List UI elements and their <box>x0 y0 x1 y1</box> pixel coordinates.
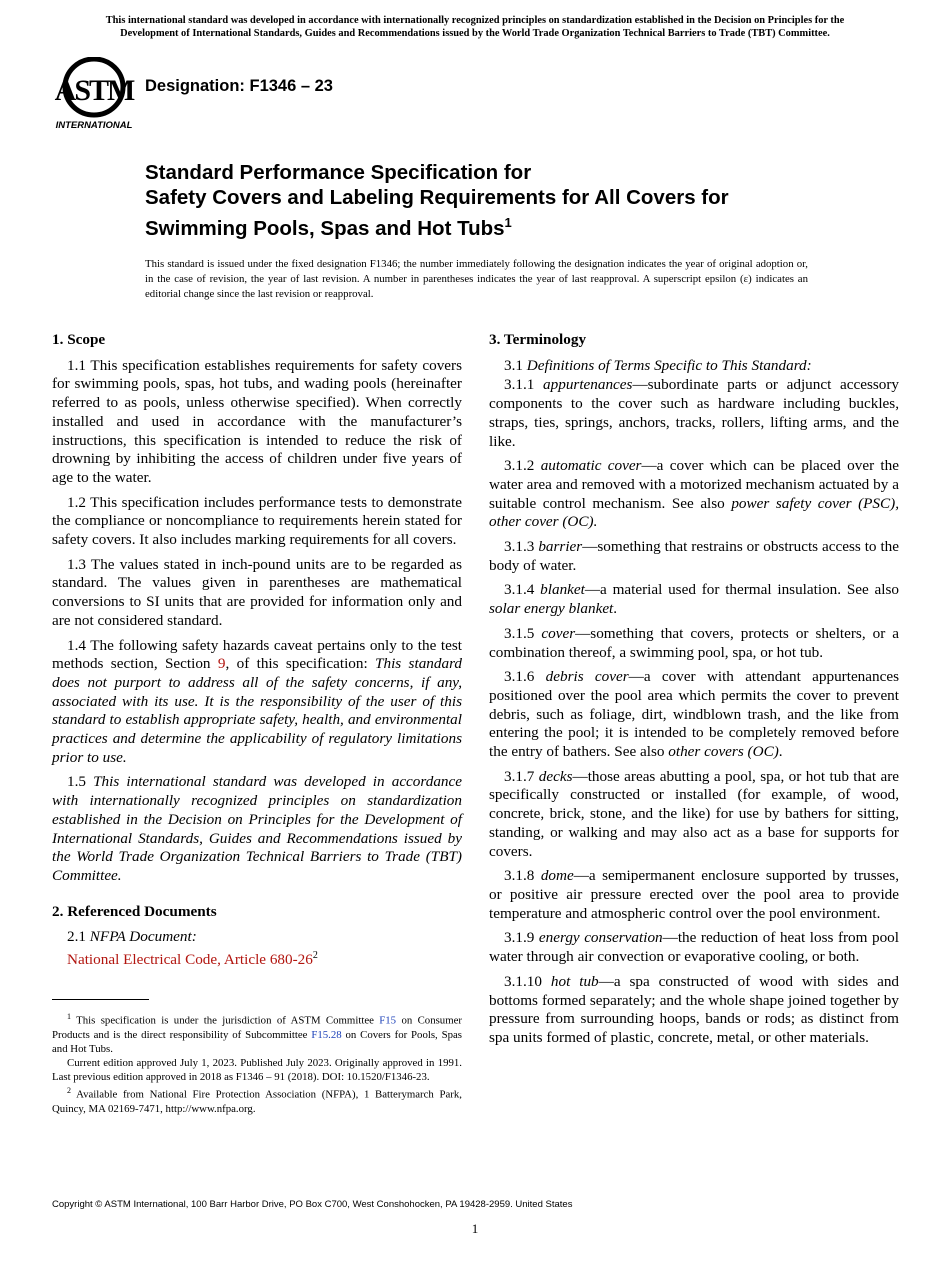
term-number: 3.1.5 <box>504 624 542 642</box>
term-number: 3.1.4 <box>504 581 541 599</box>
term-name: barrier <box>538 538 583 556</box>
page-number: 1 <box>471 1221 479 1236</box>
term-automatic-cover <box>489 457 899 532</box>
footnote-1-text-c: on Covers for Pools, Spas and Hot Tubs. <box>52 1028 463 1055</box>
para-1-4-text-b: , of this specification: <box>225 655 376 673</box>
term-definition: —a material used for thermal insulation. See also <box>584 581 899 599</box>
para-2-1 <box>52 928 462 947</box>
para-1-5 <box>52 773 462 885</box>
term-number: 3.1.7 <box>504 767 539 785</box>
para-1-4 <box>52 637 462 768</box>
para-1-3: 1.3 The values stated in inch-pound units are to be regarded as standard. The values given in parentheses are mathematical conversions to SI units that are provided for information only and are not considered standard. <box>52 555 462 629</box>
term-name: cover <box>541 624 576 642</box>
designation: Designation: F1346 – 23 <box>145 77 333 95</box>
para-3-1 <box>489 357 899 376</box>
title-footnote-ref: 1 <box>504 215 512 230</box>
term-definition: —a cover which can be placed over the water area and removed with a motorized mechanism actuated by a suitable control mechanism. See also <box>489 457 899 512</box>
term-definition: —something that restrains or obstructs access to the body of water. <box>489 538 900 574</box>
term-number: 3.1.6 <box>504 668 546 686</box>
reference-footnote-ref: 2 <box>312 950 318 962</box>
para-1-1: 1.1 This specification establishes requirements for safety covers for swimming pools, spas, hot tubs, and wading pools (hereinafter referred to as pools, unless otherwise specified). When correctly installed and used in accordance with the manufacturer’s instructions, this specification is intended to reduce the risk of drowning by inhibiting the access of children under five years of age to the water. <box>52 356 462 486</box>
title-line-3: Swimming Pools, Spas and Hot Tubs <box>145 216 505 240</box>
footnote-1-marker: 1 <box>67 1011 71 1021</box>
term-decks <box>489 768 899 862</box>
term-end: . <box>613 600 618 618</box>
title-line-1: Standard Performance Specification for <box>145 161 532 184</box>
reference-item <box>52 947 462 970</box>
term-cover <box>489 625 899 662</box>
wto-notice <box>30 15 920 40</box>
section-3-heading: 3. Terminology <box>489 331 587 348</box>
term-name: energy conservation <box>538 929 663 947</box>
copyright-footer: Copyright © ASTM International, 100 Barr Harbor Drive, PO Box C700, West Conshohocken, PA 19428-2959. United States <box>52 1199 573 1210</box>
notice-line-1: This international standard was developed in accordance with internationally recognized principles on standardization established in the Decision on Principles for the <box>105 15 845 26</box>
term-debris-cover <box>489 668 899 762</box>
term-definition: —a semipermanent enclosure supported by trusses, or positive air pressure erected over the pool area to provide temperature and atmospheric control over the pool environment. <box>489 867 900 922</box>
term-hot-tub <box>489 973 899 1048</box>
para-1-4-text: 1.4 The following safety hazards caveat pertains only to the test methods section, Section <box>52 636 462 673</box>
subcommittee-f15-28-link[interactable]: F15.28 <box>311 1028 342 1041</box>
footnote-2-text: Available from National Fire Protection Association (NFPA), 1 Batterymarch Park, Quincy, MA 02169-7471, http://www.nfpa.org. <box>52 1089 462 1116</box>
para-1-5-text: This international standard was developed in accordance with internationally recognized principles on standardization established in the Decision on Principles for the Development of International Standards, Guides and Recommendations issued by the World Trade Organization Technical Barriers to Trade (TBT) Committee. <box>52 773 463 884</box>
term-see-also: power safety cover (PSC), other cover (OC). <box>489 494 899 531</box>
section-9-link[interactable]: 9 <box>217 655 226 673</box>
term-number: 3.1.1 <box>504 376 544 394</box>
term-name: hot tub <box>550 972 599 990</box>
para-2-1-text: NFPA Document: <box>89 928 197 946</box>
term-dome <box>489 867 899 923</box>
nec-reference-link[interactable]: National Electrical Code, Article 680-26 <box>67 951 313 969</box>
term-name: debris cover <box>545 668 629 686</box>
term-number: 3.1.8 <box>504 867 541 885</box>
logo-subtext: INTERNATIONAL <box>55 120 133 131</box>
para-2-1-num: 2.1 <box>67 928 90 946</box>
term-number: 3.1.2 <box>504 457 541 475</box>
issued-note: This standard is issued under the fixed designation F1346; the number immediately following the designation indicates the year of original adoption or, in the case of revision, the year of last revision. A number in parentheses indicates the year of last reapproval. A superscript epsilon (ε) indicates an editorial change since the last revision or reapproval. <box>145 258 808 301</box>
term-name: blanket <box>540 581 585 599</box>
term-definition: —those areas abutting a pool, spa, or hot tub that are specifically constructed or installed (for example, of wood, concrete, brick, stone, and the like) for use by bathers for sitting, standing, or walking and may also act as a base for supports for covers. <box>489 767 900 860</box>
term-name: dome <box>540 867 574 885</box>
term-definition: —something that covers, protects or shelters, or a combination thereof, a swimming pool, spa, or hot tub. <box>489 624 900 661</box>
astm-logo <box>52 57 136 131</box>
footnote-2 <box>52 1084 462 1116</box>
footnote-divider <box>52 999 149 1000</box>
term-number: 3.1.3 <box>504 538 539 556</box>
document-title <box>145 160 905 241</box>
para-3-1-num: 3.1 <box>504 356 527 374</box>
footnote-1-edition: Current edition approved July 1, 2023. Published July 2023. Originally approved in 1991. Last previous edition approved in 2018 as F1346 – 91 (2018). DOI: 10.1520/F1346-23. <box>52 1057 462 1084</box>
term-name: decks <box>538 767 573 785</box>
para-1-2: 1.2 This specification includes performance tests to demonstrate the compliance or noncompliance to requirements herein stated for safety covers. It also includes marking requirements for all covers. <box>52 493 462 549</box>
astm-logo-mark <box>52 57 136 131</box>
term-barrier <box>489 538 899 575</box>
term-definition: —subordinate parts or adjunct accessory components to the cover such as hardware including buckles, straps, ties, springs, anchors, tracks, rollers, lifting arms, and the like. <box>489 376 900 450</box>
para-1-5-num: 1.5 <box>67 773 94 791</box>
term-appurtenances <box>489 376 899 451</box>
term-definition: —the reduction of heat loss from pool water through air convection or evaporative cooling, or both. <box>489 929 899 966</box>
footnote-1-text-b: on Consumer Products and is the direct responsibility of Subcommittee <box>52 1014 462 1041</box>
term-energy-conservation <box>489 929 899 966</box>
safety-caveat: This standard does not purport to address all of the safety concerns, if any, associated with its use. It is the responsibility of the user of this standard to establish appropriate safety, health, and environmental practices and determine the applicability of regulatory limitations prior to use. <box>52 655 463 766</box>
committee-f15-link[interactable]: F15 <box>379 1014 397 1027</box>
notice-line-2: Development of International Standards, Guides and Recommendations issued by the World Trade Organization Technical Barriers to Trade (TBT) Committee. <box>120 27 830 39</box>
term-number: 3.1.10 <box>504 972 551 990</box>
footnote-1 <box>52 1010 462 1056</box>
term-end: . <box>778 743 783 761</box>
term-see-also: solar energy blanket <box>489 600 614 618</box>
term-name: automatic cover <box>540 457 642 475</box>
left-column <box>52 331 462 1116</box>
para-3-1-text: Definitions of Terms Specific to This Standard: <box>526 356 812 374</box>
term-definition: —a spa constructed of wood with sides and bottoms formed separately; and the whole shape joined together by pressure from surrounding hoops, bands or rods; as distinct from spa units formed of plastic, concrete, metal, or other materials. <box>489 972 900 1046</box>
term-definition: —a cover with attendant appurtenances positioned over the pool area which permits the cover to prevent debris, such as foliage, dirt, windblown trash, and the like from entering the pool; it is intended to be completely removed before the entry of bathers. See also <box>489 668 900 761</box>
footnote-2-marker: 2 <box>67 1086 71 1096</box>
section-2-heading: 2. Referenced Documents <box>52 902 217 920</box>
right-column <box>489 331 899 1054</box>
term-see-also: other covers (OC) <box>668 743 779 761</box>
section-1-heading: 1. Scope <box>52 331 106 348</box>
footnote-1-text-a: This specification is under the jurisdiction of ASTM Committee <box>71 1014 380 1027</box>
logo-letters: ASTM <box>54 74 134 107</box>
term-blanket <box>489 581 899 618</box>
term-number: 3.1.9 <box>504 929 539 947</box>
title-line-2: Safety Covers and Labeling Requirements for All Covers for <box>145 186 729 209</box>
term-name: appurtenances <box>543 376 633 394</box>
